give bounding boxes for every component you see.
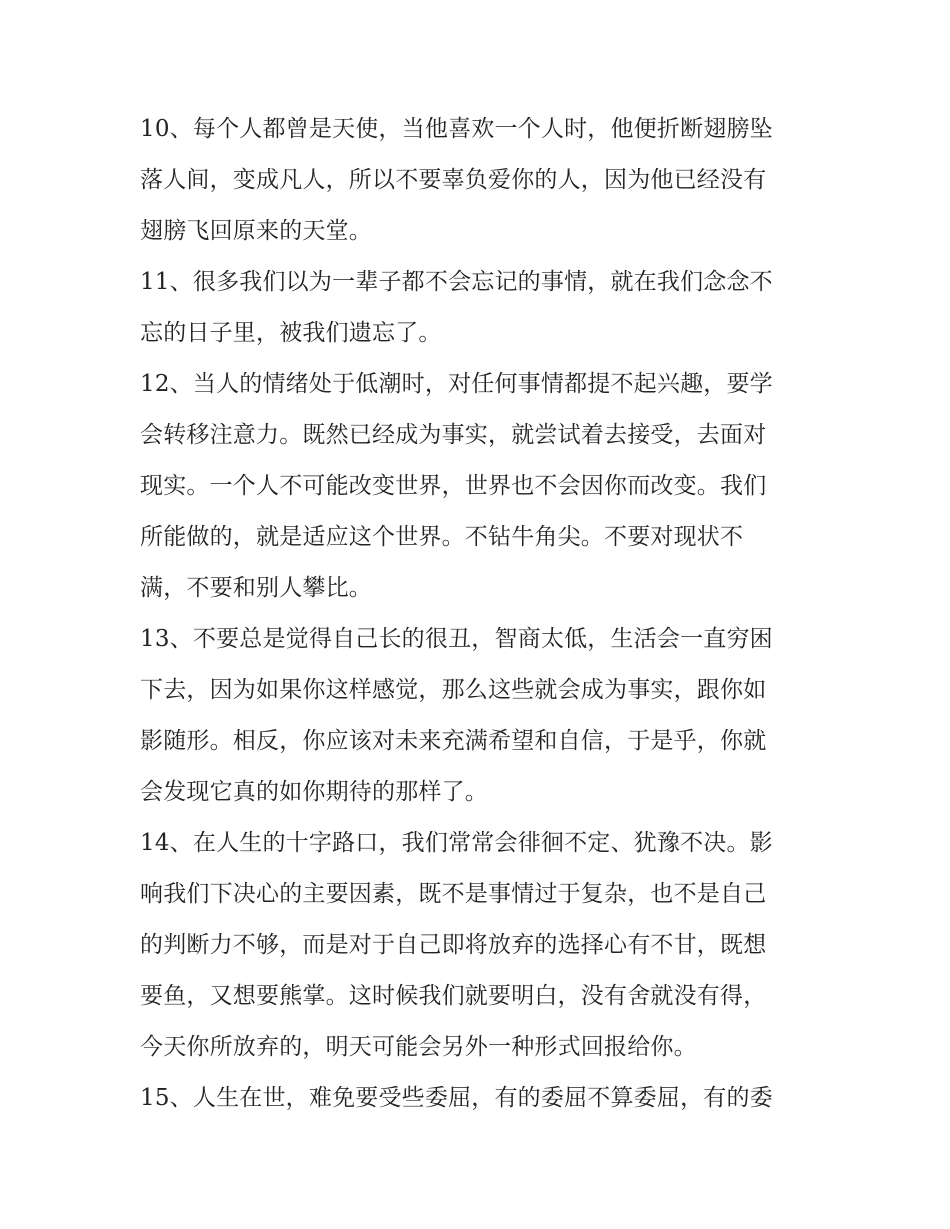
text-line: 要鱼，又想要熊掌。这时候我们就要明白，没有舍就没有得， xyxy=(140,983,767,1009)
document-body xyxy=(140,104,820,1124)
text-line: 落人间，变成凡人，所以不要辜负爱你的人，因为他已经没有 xyxy=(140,167,767,193)
text-line: 响我们下决心的主要因素，既不是事情过于复杂，也不是自己 xyxy=(140,881,767,907)
text-line: 15、人生在世，难免要受些委屈，有的委屈不算委屈，有的委 xyxy=(140,1085,773,1111)
text-line: 下去，因为如果你这样感觉，那么这些就会成为事实，跟你如 xyxy=(140,677,767,703)
text-line: 10、每个人都曾是天使，当他喜欢一个人时，他便折断翅膀坠 xyxy=(140,116,773,142)
text-line: 会发现它真的如你期待的那样了。 xyxy=(140,779,488,805)
text-line: 12、当人的情绪处于低潮时，对任何事情都提不起兴趣，要学 xyxy=(140,371,773,397)
text-line: 11、很多我们以为一辈子都不会忘记的事情，就在我们念念不 xyxy=(140,269,773,295)
text-line: 所能做的，就是适应这个世界。不钻牛角尖。不要对现状不 xyxy=(140,524,744,550)
text-line: 忘的日子里，被我们遗忘了。 xyxy=(140,320,442,346)
text-line: 影随形。相反，你应该对未来充满希望和自信，于是乎，你就 xyxy=(140,728,767,754)
text-line: 13、不要总是觉得自己长的很丑，智商太低，生活会一直穷困 xyxy=(140,626,773,652)
text-line: 现实。一个人不可能改变世界，世界也不会因你而改变。我们 xyxy=(140,473,767,499)
text-line: 会转移注意力。既然已经成为事实，就尝试着去接受，去面对 xyxy=(140,422,767,448)
text-line: 今天你所放弃的，明天可能会另外一种形式回报给你。 xyxy=(140,1034,697,1060)
text-line: 满，不要和别人攀比。 xyxy=(140,575,372,601)
text-line: 翅膀飞回原来的天堂。 xyxy=(140,218,372,244)
text-line: 14、在人生的十字路口，我们常常会徘徊不定、犹豫不决。影 xyxy=(140,830,773,856)
text-line: 的判断力不够，而是对于自己即将放弃的选择心有不甘，既想 xyxy=(140,932,767,958)
